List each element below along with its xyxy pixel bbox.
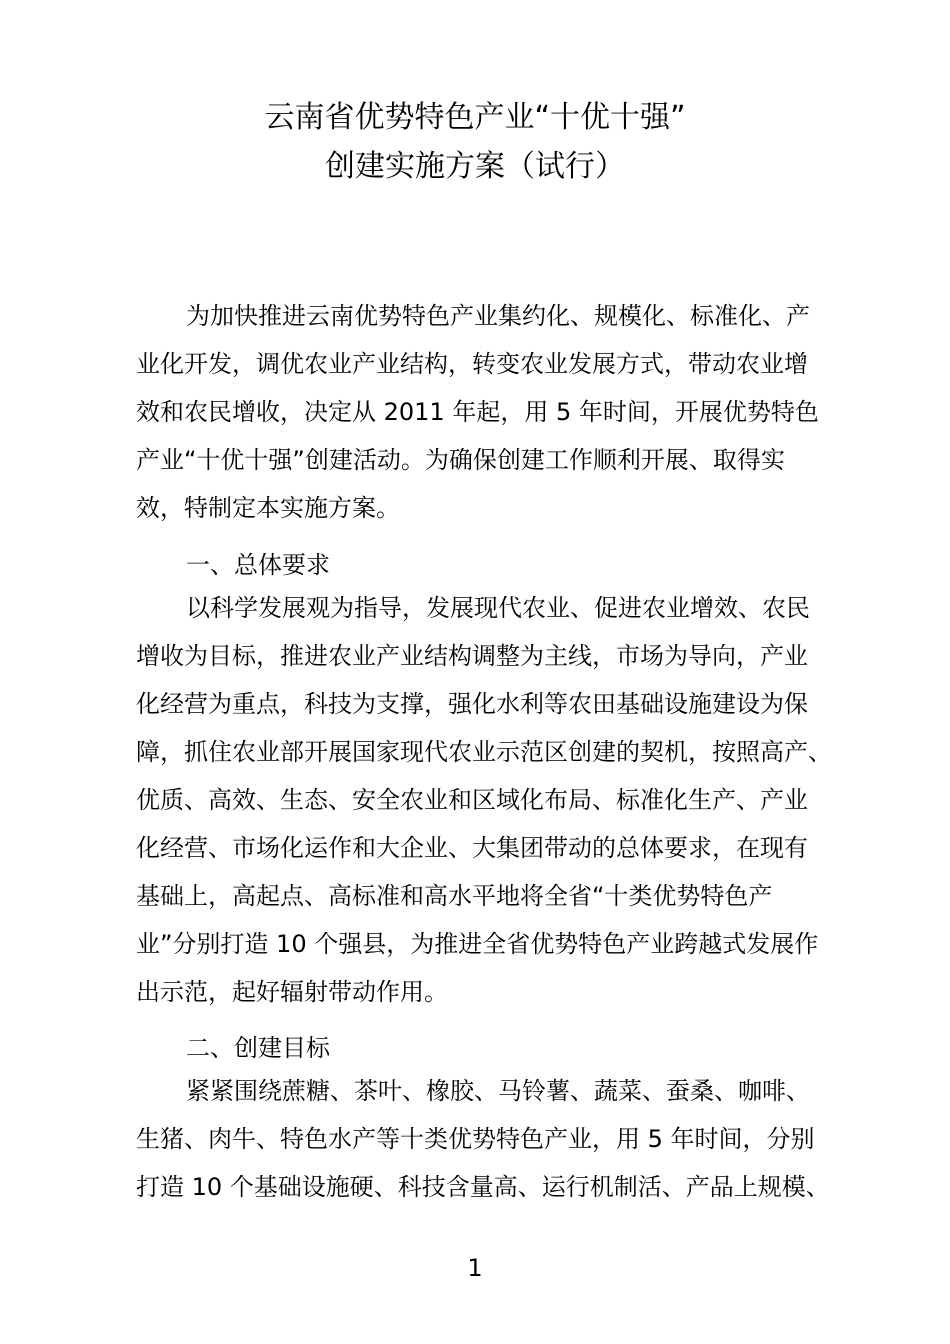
section1-line: 化经营、市场化运作和大企业、大集团带动的总体要求，在现有 bbox=[136, 834, 808, 862]
section1-line: 障，抓住农业部开展国家现代农业示范区创建的契机，按照高产、 bbox=[136, 738, 832, 766]
section2-line: 生猪、肉牛、特色水产等十类优势特色产业，用 5 年时间，分别 bbox=[136, 1125, 815, 1153]
intro-line: 业化开发，调优农业产业结构，转变农业发展方式，带动农业增 bbox=[136, 350, 808, 378]
document-title-line-1: 云南省优势特色产业“十优十强” bbox=[264, 100, 686, 135]
section1-line: 优质、高效、生态、安全农业和区域化布局、标准化生产、产业 bbox=[136, 786, 808, 814]
intro-line: 为加快推进云南优势特色产业集约化、规模化、标准化、产 bbox=[186, 302, 810, 330]
section2-line: 打造 10 个基础设施硬、科技含量高、运行机制活、产品上规模、 bbox=[136, 1173, 830, 1201]
section1-line: 基础上，高起点、高标准和高水平地将全省“十类优势特色产 bbox=[136, 882, 773, 910]
section1-line: 以科学发展观为指导，发展现代农业、促进农业增效、农民 bbox=[186, 594, 810, 622]
section1-line: 出示范，起好辐射带动作用。 bbox=[136, 978, 448, 1006]
intro-line: 效和农民增收，决定从 2011 年起，用 5 年时间，开展优势特色 bbox=[136, 398, 819, 426]
section1-line: 业”分别打造 10 个强县，为推进全省优势特色产业跨越式发展作 bbox=[136, 930, 819, 958]
section1-line: 化经营为重点，科技为支撑，强化水利等农田基础设施建设为保 bbox=[136, 690, 808, 718]
intro-line: 产业“十优十强”创建活动。为确保创建工作顺利开展、取得实 bbox=[136, 446, 785, 474]
document-title-line-2: 创建实施方案（试行） bbox=[325, 149, 625, 184]
section2-line: 紧紧围绕蔗糖、茶叶、橡胶、马铃薯、蔬菜、蚕桑、咖啡、 bbox=[186, 1077, 810, 1105]
intro-line: 效，特制定本实施方案。 bbox=[136, 494, 400, 522]
section-heading-overall-requirements: 一、总体要求 bbox=[186, 551, 330, 579]
section-heading-creation-goals: 二、创建目标 bbox=[186, 1034, 330, 1062]
page-number: 1 bbox=[467, 1254, 483, 1282]
section1-line: 增收为目标，推进农业产业结构调整为主线，市场为导向，产业 bbox=[136, 642, 808, 670]
